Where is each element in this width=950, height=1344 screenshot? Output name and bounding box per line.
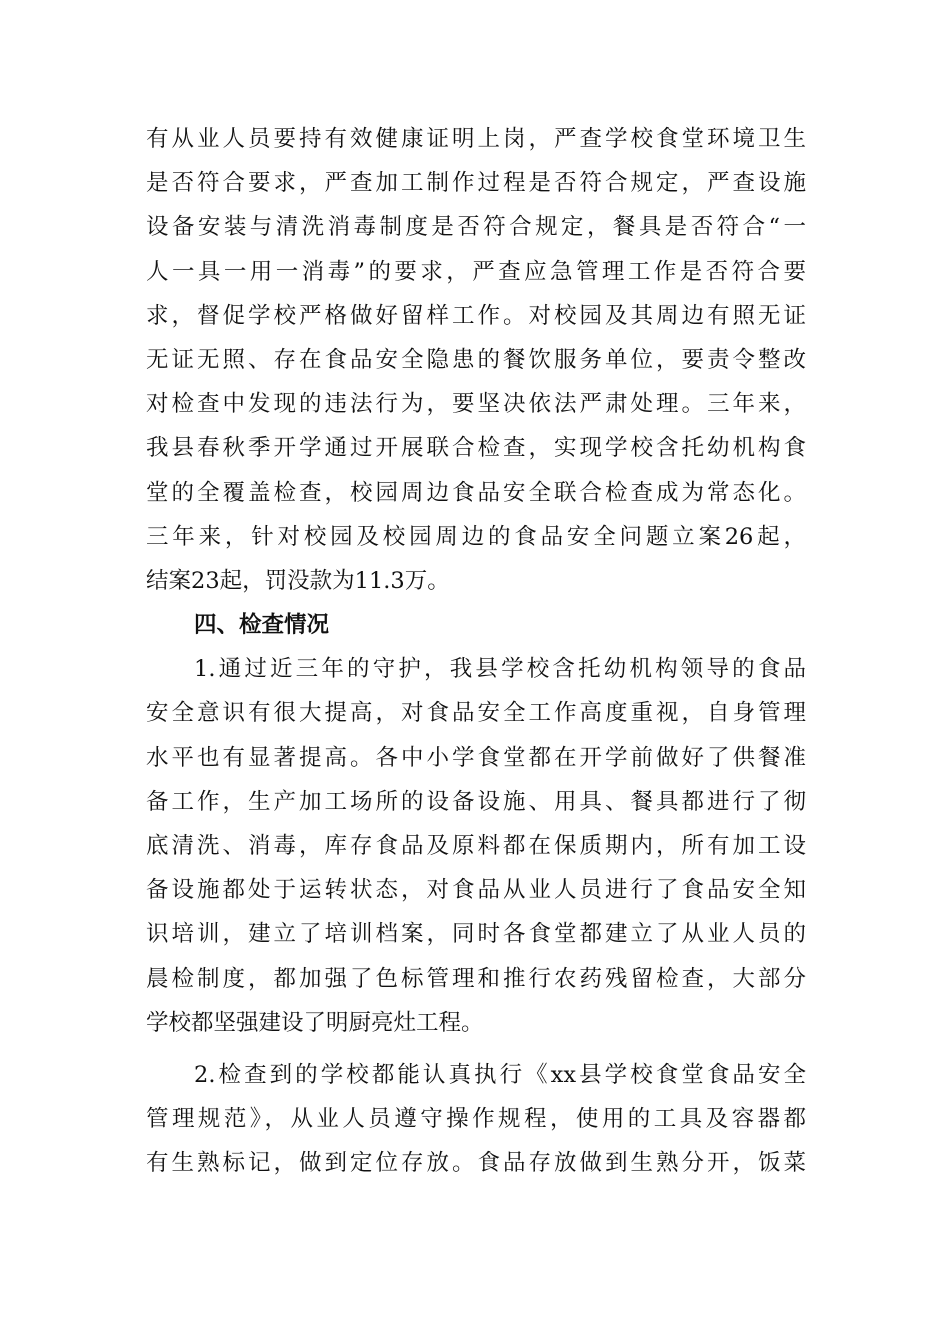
paragraph-spacing: [146, 1045, 806, 1053]
paragraph-line: 求，督促学校严格做好留样工作。对校园及其周边有照无证: [146, 302, 806, 329]
paragraph-line: 1.通过近三年的守护，我县学校含托幼机构领导的食品: [194, 656, 806, 683]
paragraph-line: 是否符合要求，严查加工制作过程是否符合规定，严查设施: [146, 170, 806, 197]
paragraph-line: 无证无照、存在食品安全隐患的餐饮服务单位，要责令整改: [146, 346, 806, 373]
paragraph-line: 有生熟标记，做到定位存放。食品存放做到生熟分开，饭菜: [146, 1150, 806, 1177]
paragraph-line: 结案23起，罚没款为11.3万。: [146, 567, 450, 594]
paragraph-line: 晨检制度，都加强了色标管理和推行农药残留检查，大部分: [146, 965, 806, 992]
paragraph-line: 2.检查到的学校都能认真执行《xx县学校食堂食品安全: [194, 1061, 806, 1088]
paragraph-line: 堂的全覆盖检查，校园周边食品安全联合检查成为常态化。: [146, 479, 806, 506]
paragraph-line: 备设施都处于运转状态，对食品从业人员进行了食品安全知: [146, 877, 806, 904]
paragraph-food-safety-inspection: [146, 117, 806, 603]
paragraph-line: 备工作，生产加工场所的设备设施、用具、餐具都进行了彻: [146, 788, 806, 815]
paragraph-line: 人一具一用一消毒”的要求，严查应急管理工作是否符合要: [146, 258, 806, 285]
paragraph-line: 我县春秋季开学通过开展联合检查，实现学校含托幼机构食: [146, 435, 806, 462]
section-heading: 四、检查情况: [194, 612, 330, 639]
paragraph-item-1: [146, 647, 806, 1045]
paragraph-line: 有从业人员要持有效健康证明上岗，严查学校食堂环境卫生: [146, 126, 806, 152]
paragraph-line: 安全意识有很大提高，对食品安全工作高度重视，自身管理: [146, 700, 806, 727]
paragraph-line: 管理规范》，从业人员遵守操作规程，使用的工具及容器都: [146, 1106, 806, 1133]
paragraph-line: 学校都坚强建设了明厨亮灶工程。: [146, 1009, 484, 1036]
paragraph-line: 对检查中发现的违法行为，要坚决依法严肃处理。三年来，: [146, 391, 806, 418]
paragraph-line: 三年来，针对校园及校园周边的食品安全问题立案26起，: [146, 523, 806, 550]
paragraph-line: 设备安装与清洗消毒制度是否符合规定，餐具是否符合“一: [146, 214, 806, 241]
paragraph-line: 识培训，建立了培训档案，同时各食堂都建立了从业人员的: [146, 921, 806, 948]
paragraph-line: 底清洗、消毒，库存食品及原料都在保质期内，所有加工设: [146, 833, 806, 859]
document-body: [146, 117, 806, 1186]
paragraph-item-2: [146, 1053, 806, 1186]
paragraph-line: 水平也有显著提高。各中小学食堂都在开学前做好了供餐准: [146, 744, 806, 771]
